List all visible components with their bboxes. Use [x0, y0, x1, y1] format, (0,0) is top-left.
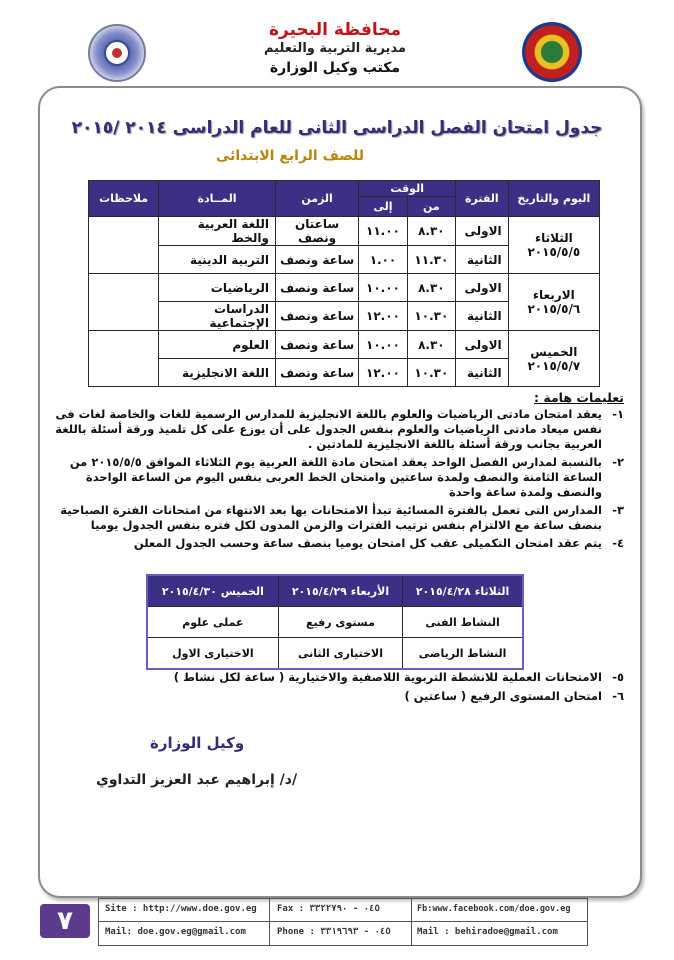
footer-mail2[interactable]: Mail : behiradoe@gmail.com: [417, 927, 558, 937]
instruction-item: [44, 407, 624, 452]
activities-header: الثلاثاء ٢٠١٥/٤/٢٨: [403, 575, 523, 607]
instruction-item: [44, 670, 624, 685]
to-cell: ١٢.٠٠: [359, 302, 407, 331]
from-cell: ٨.٣٠: [407, 217, 455, 246]
day-date: ٢٠١٥/٥/٥: [527, 245, 581, 259]
from-cell: ١٠.٣٠: [407, 359, 455, 387]
day-name: الخميس: [530, 344, 578, 359]
header-governorate: محافظة البحيرة: [268, 20, 402, 40]
header-to: إلى: [359, 197, 407, 217]
exam-schedule-table: [88, 180, 600, 387]
activity-cell: الاختيارى الاول: [147, 638, 278, 670]
subject-cell: اللغة الانجليزية: [159, 359, 276, 387]
page-subtitle: للصف الرابع الابتدائى: [215, 148, 365, 164]
instruction-number: ٦-: [612, 689, 624, 703]
instruction-text: يتم عقد امتحان التكميلى عقب كل امتحان يوميا بنصف ساعة وحسب الجدول المعلن: [133, 536, 602, 550]
notes-cell: [89, 274, 159, 331]
instruction-text: الامتحانات العملية للانشطة التربوية اللاصفية والاختيارية ( ساعة لكل نشاط ): [173, 670, 602, 684]
signature-name: /د/ إبراهيم عبد العزيز التداوي: [96, 772, 298, 788]
activity-cell: النشاط الرياضى: [403, 638, 523, 670]
from-cell: ٨.٣٠: [407, 274, 455, 302]
activities-header: الأربعاء ٢٠١٥/٤/٢٩: [278, 575, 402, 607]
period-cell: الاولى: [456, 274, 509, 302]
notes-cell: [89, 331, 159, 387]
from-cell: ١١.٣٠: [407, 246, 455, 274]
duration-cell: ساعتان ونصف: [275, 217, 358, 246]
duration-cell: ساعة ونصف: [275, 246, 358, 274]
footer-phone: Phone : ٠٤٥ - ٣٣١٩٦٩٣: [277, 927, 391, 937]
activity-cell: عملى علوم: [147, 607, 278, 638]
day-name: الثلاثاء: [534, 231, 573, 245]
header-subject: المــادة: [159, 181, 276, 217]
day-name: الاربعاء: [532, 288, 575, 302]
instruction-number: ٤-: [612, 536, 624, 550]
duration-cell: ساعة ونصف: [275, 302, 358, 331]
header-notes: ملاحظات: [89, 181, 159, 217]
page-title: جدول امتحان الفصل الدراسى الثانى للعام الدراسى ٢٠١٤ /٢٠١٥: [71, 118, 603, 138]
period-cell: الثانية: [456, 359, 509, 387]
period-cell: الاولى: [456, 217, 509, 246]
instruction-number: ٣-: [612, 503, 624, 517]
duration-cell: ساعة ونصف: [275, 331, 358, 359]
notes-cell: [89, 217, 159, 274]
duration-cell: ساعة ونصف: [275, 359, 358, 387]
instruction-text: المدارس التى تعمل بالفترة المسائية تبدأ الامتحانات بها بعد الانتهاء من امتحانات الفترة الصباحية بنصف ساعة مع الالتزام بنفس ترتيب الفترات والزمن المدون لكل فتره بنفس الجدول يوميا: [60, 503, 602, 532]
instruction-text: امتحان المستوى الرفيع ( ساعتين ): [404, 689, 602, 703]
day-cell: [508, 217, 599, 274]
footer-divider: [269, 899, 270, 945]
period-cell: الاولى: [456, 331, 509, 359]
activity-cell: الاختيارى الثانى: [278, 638, 402, 670]
to-cell: ١٢.٠٠: [359, 359, 407, 387]
to-cell: ١١.٠٠: [359, 217, 407, 246]
period-cell: الثانية: [456, 246, 509, 274]
from-cell: ٨.٣٠: [407, 331, 455, 359]
page-number: ٧: [40, 904, 90, 938]
header-day: اليوم والتاريخ: [508, 181, 599, 217]
activity-cell: مستوى رفيع: [278, 607, 402, 638]
day-date: ٢٠١٥/٥/٧: [527, 358, 581, 373]
footer-divider: [411, 899, 412, 945]
instruction-text: بالنسبة لمدارس الفصل الواحد يعقد امتحان مادة اللغة العربية يوم الثلاثاء الموافق ٢٠١٥/٥/٥ من الساعة الثامنة والنصف ولمدة ساعتين وامتحان الخط العربى بنفس اليوم من الساعة الواحدة والنصف ولمدة ساعة واحدة: [69, 455, 602, 499]
table-row: [89, 274, 600, 302]
signature-title: وكيل الوزارة: [150, 734, 245, 752]
header-time: الوقت: [359, 181, 456, 197]
header-office: مكتب وكيل الوزارة: [269, 60, 401, 76]
instructions: [44, 390, 624, 551]
instruction-item: [44, 536, 624, 551]
day-cell: [508, 274, 599, 331]
to-cell: ١٠.٠٠: [359, 274, 407, 302]
table-row: [147, 607, 523, 638]
activities-header: الخميس ٢٠١٥/٤/٣٠: [147, 575, 278, 607]
instruction-text: يعقد امتحان مادتى الرياضيات والعلوم باللغة الانجليزية للمدارس الرسمية للغات والخاصة لغات فى نفس ميعاد مادتى الرياضيات والعلوم بنفس الجدول على أن يوزع على كل تلميذ ورقة أسئلة باللغة العربية بجانب ورقة أسئلة باللغة الانجليزية للمادتين .: [55, 407, 602, 451]
instruction-item: [44, 455, 624, 500]
footer-mail[interactable]: Mail: doe.gov.eg@gmail.com: [105, 927, 246, 937]
instructions-heading: تعليمات هامة :: [534, 390, 624, 405]
instruction-number: ٢-: [612, 455, 624, 469]
ministry-logo: [88, 24, 146, 82]
header-directorate: مديرية التربية والتعليم: [263, 41, 407, 56]
footer-site[interactable]: Site : http://www.doe.gov.eg: [105, 904, 257, 914]
to-cell: ١.٠٠: [359, 246, 407, 274]
subject-cell: الرياضيات: [159, 274, 276, 302]
table-row: [89, 331, 600, 359]
activity-cell: النشاط الفنى: [403, 607, 523, 638]
from-cell: ١٠.٣٠: [407, 302, 455, 331]
subject-cell: اللغة العربية والخط: [159, 217, 276, 246]
footer-fax: Fax : ٠٤٥ - ٣٣٢٢٧٩٠: [277, 904, 380, 914]
governorate-logo: [522, 22, 582, 82]
header-period: الفترة: [456, 181, 509, 217]
activities-table: [146, 574, 524, 670]
day-cell: [508, 331, 599, 387]
footer-facebook[interactable]: Fb:www.facebook.com/doe.gov.eg: [417, 904, 571, 914]
duration-cell: ساعة ونصف: [275, 274, 358, 302]
subject-cell: الدراسات الإجتماعية: [159, 302, 276, 331]
subject-cell: التربية الدينية: [159, 246, 276, 274]
subject-cell: العلوم: [159, 331, 276, 359]
instruction-item: [44, 503, 624, 533]
instruction-number: ١-: [612, 407, 624, 421]
header-duration: الزمن: [275, 181, 358, 217]
footer-divider: [99, 921, 587, 922]
header-from: من: [407, 197, 455, 217]
instruction-number: ٥-: [612, 670, 624, 684]
table-row: [147, 638, 523, 670]
day-date: ٢٠١٥/٥/٦: [527, 302, 581, 316]
instruction-item: [44, 689, 624, 704]
period-cell: الثانية: [456, 302, 509, 331]
table-row: [89, 217, 600, 246]
extra-instructions: [44, 670, 624, 704]
to-cell: ١٠.٠٠: [359, 331, 407, 359]
footer: [98, 898, 588, 946]
